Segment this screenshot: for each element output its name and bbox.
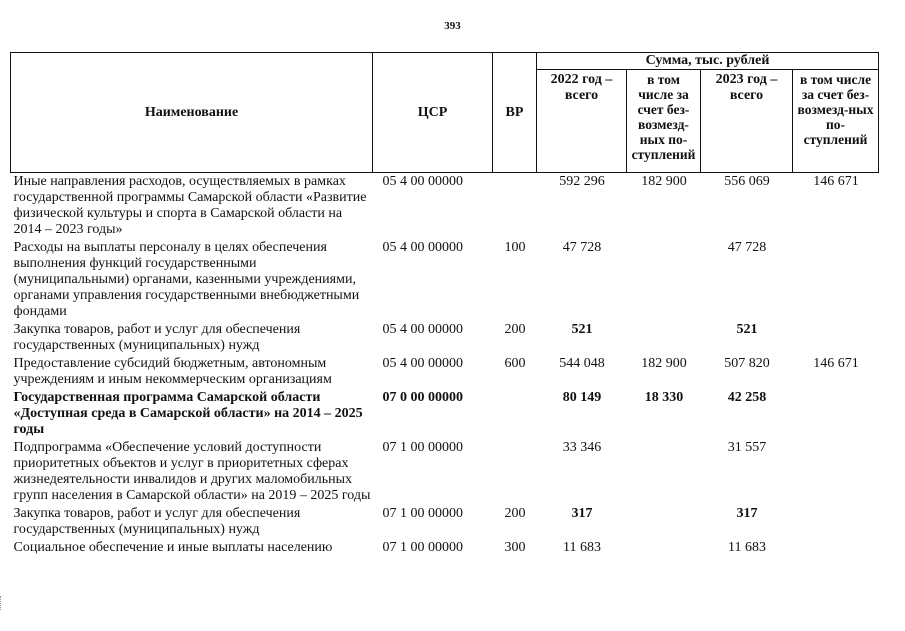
table-row — [11, 239, 879, 321]
row-csr: 05 4 00 00000 — [382, 174, 463, 189]
row-csr: 05 4 00 00000 — [382, 322, 463, 337]
row-2022-total: 47 728 — [562, 240, 602, 255]
header-vr: ВР — [493, 53, 537, 173]
row-vr: 200 — [504, 506, 526, 521]
row-2022-total: 33 346 — [562, 440, 602, 455]
row-2022-total-value: 521 — [571, 322, 593, 337]
row-2022-free: 182 900 — [641, 174, 687, 189]
row-name: Закупка товаров, работ и услуг для обеспечения государственных (муниципальных) нужд — [13, 506, 301, 537]
row-2023-free — [793, 389, 879, 439]
header-csr: ЦСР — [373, 53, 493, 173]
row-vr: 200 — [504, 322, 526, 337]
row-2023-free: 146 671 — [813, 174, 859, 189]
budget-table — [10, 52, 879, 557]
row-2022-free — [627, 439, 701, 505]
row-2023-free — [793, 239, 879, 321]
row-2023-total — [701, 321, 793, 355]
row-2022-total: 11 683 — [563, 540, 601, 555]
row-2023-total: 31 557 — [727, 440, 767, 455]
row-2023-free — [793, 539, 879, 557]
table-row — [11, 505, 879, 539]
table-row — [11, 355, 879, 389]
row-name: Подпрограмма «Обеспечение условий доступности приоритетных объектов и услуг в приоритетных сферах жизнедеятельности инвалидов и других маломобильных групп населения в Самарской области» на 2019 – 2025 годы — [13, 440, 371, 503]
row-2022-total: 80 149 — [562, 390, 602, 405]
row-2023-total: 507 820 — [724, 356, 770, 371]
table-row-program — [11, 389, 879, 439]
row-name: Иные направления расходов, осуществляемых в рамках государственной программы Самарской области «Развитие физической культуры и спорта в Самарской области на 2014 – 2023 годы» — [13, 174, 367, 237]
row-2023-total: 556 069 — [724, 174, 770, 189]
table-row — [11, 173, 879, 240]
row-2022-total — [537, 505, 627, 539]
row-csr: 07 0 00 00000 — [382, 390, 463, 405]
header-sum-group: Сумма, тыс. рублей — [537, 53, 879, 70]
row-2022-free: 18 330 — [644, 390, 684, 405]
row-vr: 300 — [504, 540, 526, 555]
table-row — [11, 539, 879, 557]
row-vr — [493, 173, 537, 240]
row-2022-free: 182 900 — [641, 356, 687, 371]
row-name: Закупка товаров, работ и услуг для обеспечения государственных (муниципальных) нужд — [13, 322, 301, 353]
page-number: 393 — [444, 20, 461, 32]
row-name: Государственная программа Самарской области «Доступная среда в Самарской области» на 2014 – 2025 годы — [13, 390, 363, 437]
row-vr — [493, 439, 537, 505]
row-2023-total: 11 683 — [728, 540, 766, 555]
row-2022-total-value: 317 — [571, 506, 593, 521]
table-header — [11, 53, 879, 173]
header-2022-total: 2022 год – всего — [537, 70, 627, 173]
header-name: Наименование — [11, 53, 373, 173]
row-2022-total: 592 296 — [559, 174, 605, 189]
row-2023-total-value: 521 — [736, 322, 758, 337]
row-csr: 07 1 00 00000 — [382, 540, 463, 555]
row-vr: 600 — [504, 356, 526, 371]
scan-edge-mark — [0, 596, 3, 610]
row-vr — [493, 389, 537, 439]
header-2023-free: в том числе за счет без-возмезд-ных по-ступлений — [793, 70, 879, 173]
row-vr: 100 — [504, 240, 526, 255]
table-row — [11, 321, 879, 355]
row-2023-total — [701, 505, 793, 539]
row-csr: 05 4 00 00000 — [382, 356, 463, 371]
row-csr: 07 1 00 00000 — [382, 440, 463, 455]
row-2022-free — [627, 239, 701, 321]
row-2023-total-value: 317 — [736, 506, 758, 521]
header-2022-free: в том числе за счет без-возмезд-ных по-ступлений — [627, 70, 701, 173]
row-2023-free: 146 671 — [813, 356, 859, 371]
row-2022-total — [537, 321, 627, 355]
row-2023-total: 42 258 — [727, 390, 767, 405]
row-2023-free — [793, 505, 879, 539]
row-2023-total: 47 728 — [727, 240, 767, 255]
row-csr: 05 4 00 00000 — [382, 240, 463, 255]
row-2023-free — [793, 439, 879, 505]
row-2022-total: 544 048 — [559, 356, 605, 371]
header-2023-total: 2023 год – всего — [701, 70, 793, 173]
row-2022-free — [627, 539, 701, 557]
row-name: Расходы на выплаты персоналу в целях обеспечения выполнения функций государственными (муниципальными) органами, казенными учреждениями, органами управления государственными внебюджетными фондами — [13, 240, 360, 319]
row-2023-free — [793, 321, 879, 355]
row-2022-free — [627, 321, 701, 355]
row-2022-free — [627, 505, 701, 539]
row-csr: 07 1 00 00000 — [382, 506, 463, 521]
row-name: Предоставление субсидий бюджетным, автономным учреждениям и иным некоммерческим организациям — [13, 356, 332, 387]
row-name: Социальное обеспечение и иные выплаты населению — [13, 540, 333, 555]
table-row — [11, 439, 879, 505]
